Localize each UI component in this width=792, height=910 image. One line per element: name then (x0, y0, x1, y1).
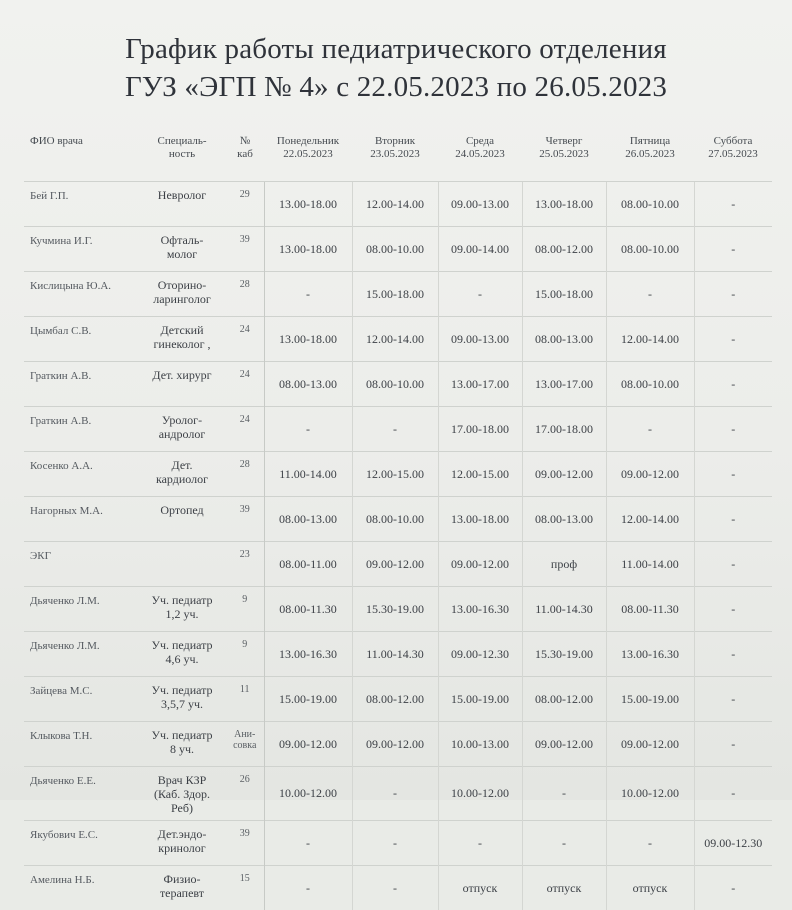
specialty-line: Ортопед (140, 503, 224, 517)
specialty-line: Уч. педиатр (140, 638, 224, 652)
schedule-cell: 13.00-16.30 (606, 632, 694, 677)
schedule-cell: 08.00-12.00 (522, 677, 606, 722)
cabinet-number: Ани-совка (226, 722, 264, 767)
doctor-specialty (138, 767, 226, 821)
schedule-cell: 08.00-13.00 (264, 362, 352, 407)
title-line-2: ГУЗ «ЭГП № 4» с 22.05.2023 по 26.05.2023 (0, 68, 792, 106)
schedule-cell: - (694, 587, 772, 632)
day-date: 27.05.2023 (696, 148, 770, 161)
table-row (24, 587, 772, 632)
schedule-cell: 11.00-14.00 (264, 452, 352, 497)
specialty-line: гинеколог , (140, 337, 224, 351)
doctor-specialty (138, 182, 226, 227)
doctor-name: Амелина Н.Б. (24, 866, 138, 910)
header-cab (226, 130, 264, 182)
schedule-cell: 08.00-10.00 (352, 497, 438, 542)
schedule-cell: 13.00-18.00 (264, 227, 352, 272)
schedule-cell: 08.00-13.00 (522, 317, 606, 362)
title-line-1: График работы педиатрического отделения (0, 30, 792, 68)
schedule-cell: 08.00-11.30 (264, 587, 352, 632)
table-row (24, 497, 772, 542)
schedule-body (24, 182, 772, 910)
header-day-3 (522, 130, 606, 182)
schedule-cell: 13.00-17.00 (522, 362, 606, 407)
schedule-cell: 09.00-13.00 (438, 317, 522, 362)
schedule-cell: 09.00-13.00 (438, 182, 522, 227)
schedule-cell: 15.00-19.00 (438, 677, 522, 722)
schedule-cell: - (264, 821, 352, 866)
cabinet-number: 39 (226, 227, 264, 272)
schedule-cell: - (694, 542, 772, 587)
doctor-name: Дьяченко Л.М. (24, 632, 138, 677)
schedule-cell: отпуск (438, 866, 522, 910)
cabinet-number: 15 (226, 866, 264, 910)
schedule-cell: - (694, 317, 772, 362)
specialty-line: Дет. хирург (140, 368, 224, 382)
schedule-table (24, 130, 772, 910)
schedule-cell: 08.00-12.00 (522, 227, 606, 272)
table-row (24, 227, 772, 272)
schedule-cell: 12.00-14.00 (606, 497, 694, 542)
specialty-line: Дет.эндо- (140, 827, 224, 841)
schedule-cell: 10.00-12.00 (264, 767, 352, 821)
specialty-line: Оторино- (140, 278, 224, 292)
schedule-cell: 09.00-12.00 (264, 722, 352, 767)
header-day-5 (694, 130, 772, 182)
schedule-cell: 13.00-18.00 (264, 182, 352, 227)
schedule-cell: - (694, 362, 772, 407)
cabinet-number: 9 (226, 587, 264, 632)
schedule-cell: 08.00-13.00 (264, 497, 352, 542)
specialty-line: Офталь- (140, 233, 224, 247)
specialty-line: Дет. (140, 458, 224, 472)
table-row (24, 722, 772, 767)
schedule-cell: 17.00-18.00 (522, 407, 606, 452)
schedule-cell: - (352, 407, 438, 452)
schedule-cell: - (694, 182, 772, 227)
schedule-cell: - (606, 272, 694, 317)
cabinet-number: 29 (226, 182, 264, 227)
schedule-cell: 09.00-12.30 (438, 632, 522, 677)
schedule-cell: 12.00-15.00 (438, 452, 522, 497)
specialty-line: Невролог (140, 188, 224, 202)
day-date: 22.05.2023 (266, 148, 350, 161)
doctor-specialty (138, 677, 226, 722)
table-row (24, 452, 772, 497)
specialty-line: 1,2 уч. (140, 607, 224, 621)
schedule-cell: - (352, 866, 438, 910)
cabinet-number: 24 (226, 407, 264, 452)
specialty-line: 4,6 уч. (140, 652, 224, 666)
specialty-line: андролог (140, 427, 224, 441)
schedule-cell: 09.00-12.00 (352, 722, 438, 767)
header-day-1 (352, 130, 438, 182)
table-row (24, 767, 772, 821)
schedule-cell: 08.00-13.00 (522, 497, 606, 542)
doctor-specialty (138, 821, 226, 866)
schedule-cell: 09.00-12.00 (352, 542, 438, 587)
day-name: Понедельник (266, 135, 350, 148)
schedule-cell: 11.00-14.30 (522, 587, 606, 632)
doctor-specialty (138, 452, 226, 497)
specialty-line: кринолог (140, 841, 224, 855)
day-date: 24.05.2023 (440, 148, 520, 161)
doctor-name: Дьяченко Л.М. (24, 587, 138, 632)
specialty-line: 3,5,7 уч. (140, 697, 224, 711)
schedule-cell: отпуск (522, 866, 606, 910)
cabinet-number: 26 (226, 767, 264, 821)
doctor-name: Зайцева М.С. (24, 677, 138, 722)
specialty-line: Реб) (140, 801, 224, 815)
schedule-cell: 08.00-10.00 (606, 182, 694, 227)
schedule-cell: - (694, 407, 772, 452)
specialty-line: Уч. педиатр (140, 593, 224, 607)
doctor-name: Нагорных М.А. (24, 497, 138, 542)
schedule-cell: - (522, 821, 606, 866)
table-row (24, 407, 772, 452)
specialty-line: молог (140, 247, 224, 261)
cabinet-number: 24 (226, 362, 264, 407)
doctor-name: Якубович Е.С. (24, 821, 138, 866)
schedule-cell: 08.00-11.30 (606, 587, 694, 632)
schedule-cell: 08.00-10.00 (606, 362, 694, 407)
schedule-cell: 12.00-14.00 (606, 317, 694, 362)
specialty-line: Врач КЗР (140, 773, 224, 787)
doctor-specialty (138, 866, 226, 910)
doctor-specialty (138, 362, 226, 407)
schedule-cell: 09.00-12.00 (522, 722, 606, 767)
day-date: 23.05.2023 (354, 148, 436, 161)
table-row (24, 317, 772, 362)
header-spec (138, 130, 226, 182)
schedule-cell: - (694, 632, 772, 677)
schedule-cell: - (352, 821, 438, 866)
header-spec-line: Специаль- (140, 135, 224, 148)
schedule-cell: 09.00-12.30 (694, 821, 772, 866)
table-row (24, 632, 772, 677)
cabinet-number: 24 (226, 317, 264, 362)
doctor-name: ЭКГ (24, 542, 138, 587)
cabinet-number: 28 (226, 272, 264, 317)
schedule-cell: - (694, 452, 772, 497)
specialty-line: ларинголог (140, 292, 224, 306)
header-spec-line: ность (140, 148, 224, 161)
schedule-cell: - (694, 866, 772, 910)
schedule-cell: 11.00-14.00 (606, 542, 694, 587)
schedule-cell: - (694, 767, 772, 821)
schedule-cell: 15.30-19.00 (352, 587, 438, 632)
specialty-line: (Каб. Здор. (140, 787, 224, 801)
cabinet-number: 39 (226, 497, 264, 542)
schedule-cell: 08.00-10.00 (352, 227, 438, 272)
schedule-cell: - (264, 866, 352, 910)
schedule-cell: 17.00-18.00 (438, 407, 522, 452)
schedule-cell: - (606, 821, 694, 866)
schedule-cell: 12.00-14.00 (352, 182, 438, 227)
schedule-cell: 15.30-19.00 (522, 632, 606, 677)
doctor-name: Граткин А.В. (24, 362, 138, 407)
doctor-name: Кучмина И.Г. (24, 227, 138, 272)
doctor-name: Бей Г.П. (24, 182, 138, 227)
schedule-cell: - (438, 821, 522, 866)
header-day-4 (606, 130, 694, 182)
doctor-specialty (138, 497, 226, 542)
specialty-line: Физио- (140, 872, 224, 886)
doctor-name: Кислицына Ю.А. (24, 272, 138, 317)
doctor-name: Клыкова Т.Н. (24, 722, 138, 767)
doctor-specialty (138, 587, 226, 632)
specialty-line: терапевт (140, 886, 224, 900)
schedule-cell: 13.00-16.30 (264, 632, 352, 677)
schedule-cell: 13.00-18.00 (264, 317, 352, 362)
schedule-cell: 13.00-18.00 (438, 497, 522, 542)
schedule-cell: 08.00-12.00 (352, 677, 438, 722)
schedule-cell: - (264, 407, 352, 452)
specialty-line: Уч. педиатр (140, 728, 224, 742)
table-header-row (24, 130, 772, 182)
schedule-cell: проф (522, 542, 606, 587)
schedule-cell: 09.00-12.00 (606, 452, 694, 497)
header-fio: ФИО врача (24, 130, 138, 182)
doctor-specialty (138, 722, 226, 767)
schedule-cell: 12.00-14.00 (352, 317, 438, 362)
schedule-cell: отпуск (606, 866, 694, 910)
header-day-0 (264, 130, 352, 182)
schedule-cell: 15.00-19.00 (606, 677, 694, 722)
schedule-cell: 11.00-14.30 (352, 632, 438, 677)
schedule-cell: 13.00-16.30 (438, 587, 522, 632)
schedule-cell: 09.00-12.00 (438, 542, 522, 587)
cabinet-number: 39 (226, 821, 264, 866)
table-row (24, 821, 772, 866)
cabinet-number: 28 (226, 452, 264, 497)
doctor-name: Цымбал С.В. (24, 317, 138, 362)
specialty-line: Детский (140, 323, 224, 337)
day-name: Вторник (354, 135, 436, 148)
doctor-name: Косенко А.А. (24, 452, 138, 497)
schedule-cell: 12.00-15.00 (352, 452, 438, 497)
schedule-cell: 10.00-12.00 (606, 767, 694, 821)
schedule-cell: - (352, 767, 438, 821)
cabinet-number: 9 (226, 632, 264, 677)
day-name: Четверг (524, 135, 604, 148)
schedule-cell: 09.00-12.00 (606, 722, 694, 767)
schedule-cell: 13.00-18.00 (522, 182, 606, 227)
schedule-cell: - (694, 677, 772, 722)
schedule-cell: - (438, 272, 522, 317)
cabinet-number: 11 (226, 677, 264, 722)
table-row (24, 866, 772, 910)
header-cab-line: каб (228, 148, 262, 161)
schedule-cell: - (522, 767, 606, 821)
schedule-cell: - (694, 272, 772, 317)
table-row (24, 542, 772, 587)
doctor-name: Граткин А.В. (24, 407, 138, 452)
table-row (24, 182, 772, 227)
doctor-specialty (138, 317, 226, 362)
schedule-cell: - (694, 227, 772, 272)
doctor-specialty (138, 227, 226, 272)
schedule-cell: 08.00-11.00 (264, 542, 352, 587)
schedule-cell: 09.00-12.00 (522, 452, 606, 497)
doctor-specialty (138, 542, 226, 587)
schedule-cell: - (606, 407, 694, 452)
table-row (24, 677, 772, 722)
table-row (24, 362, 772, 407)
header-cab-line: № (228, 135, 262, 148)
schedule-cell: 09.00-14.00 (438, 227, 522, 272)
schedule-cell: 10.00-13.00 (438, 722, 522, 767)
specialty-line: кардиолог (140, 472, 224, 486)
schedule-cell: - (694, 497, 772, 542)
page-title (0, 30, 792, 106)
schedule-cell: 08.00-10.00 (606, 227, 694, 272)
schedule-cell: 10.00-12.00 (438, 767, 522, 821)
doctor-name: Дьяченко Е.Е. (24, 767, 138, 821)
doctor-specialty (138, 632, 226, 677)
doctor-specialty (138, 407, 226, 452)
day-name: Среда (440, 135, 520, 148)
cabinet-number: 23 (226, 542, 264, 587)
schedule-cell: - (264, 272, 352, 317)
specialty-line: Уролог- (140, 413, 224, 427)
schedule-cell: - (694, 722, 772, 767)
doctor-specialty (138, 272, 226, 317)
day-name: Пятница (608, 135, 692, 148)
schedule-cell: 15.00-19.00 (264, 677, 352, 722)
table-row (24, 272, 772, 317)
specialty-line: 8 уч. (140, 742, 224, 756)
specialty-line: Уч. педиатр (140, 683, 224, 697)
header-day-2 (438, 130, 522, 182)
day-name: Суббота (696, 135, 770, 148)
schedule-cell: 15.00-18.00 (522, 272, 606, 317)
day-date: 26.05.2023 (608, 148, 692, 161)
schedule-cell: 15.00-18.00 (352, 272, 438, 317)
day-date: 25.05.2023 (524, 148, 604, 161)
schedule-cell: 13.00-17.00 (438, 362, 522, 407)
schedule-cell: 08.00-10.00 (352, 362, 438, 407)
